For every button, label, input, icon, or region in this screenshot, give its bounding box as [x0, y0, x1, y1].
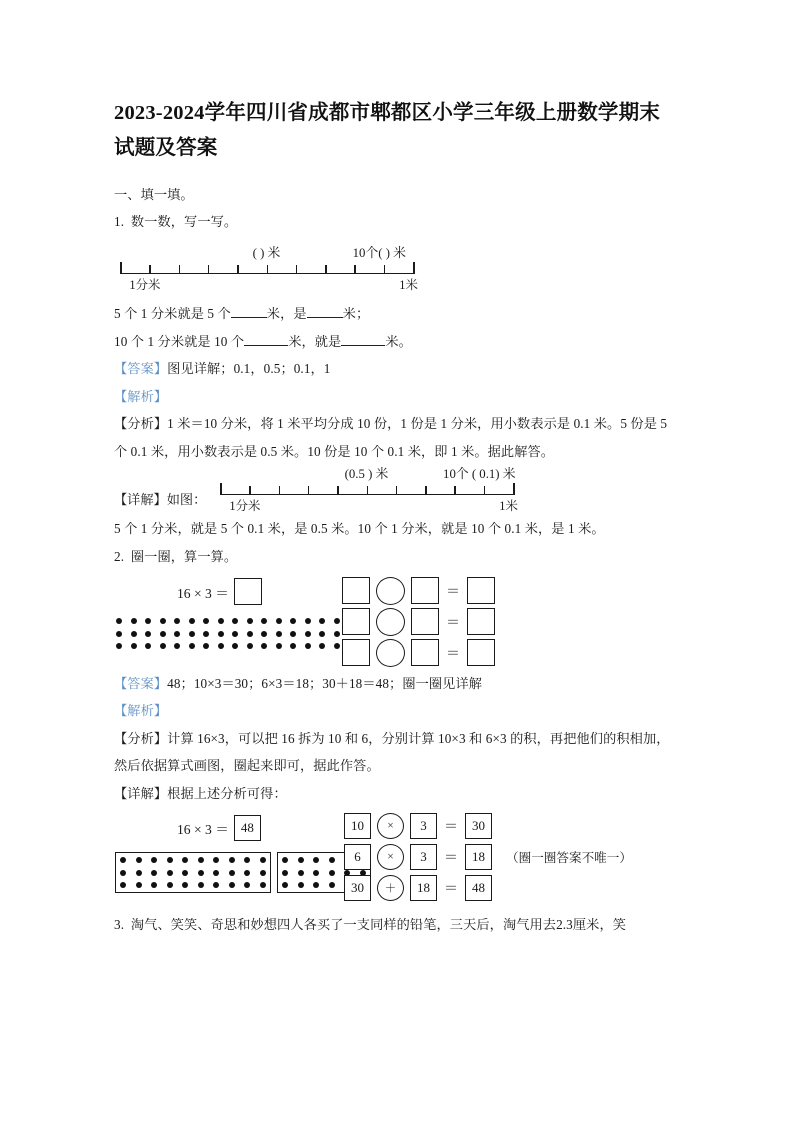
result-box: 48 — [465, 875, 492, 901]
ruler-tick — [220, 483, 222, 495]
dot — [198, 857, 204, 863]
dot-array — [116, 618, 340, 649]
dot-column — [116, 618, 122, 649]
dot — [282, 882, 288, 888]
ruler-tick — [484, 486, 486, 495]
operand-box-b[interactable] — [411, 639, 439, 666]
dot-column — [213, 857, 219, 888]
question-2-expression — [177, 578, 262, 605]
dot — [203, 618, 209, 624]
dot — [174, 631, 180, 637]
dot — [116, 631, 122, 637]
dot — [131, 618, 137, 624]
dot — [167, 857, 173, 863]
fill-1-blank-b[interactable] — [307, 317, 343, 318]
dot — [136, 870, 142, 876]
operand-box-b: 3 — [410, 813, 437, 839]
blank-equation-row — [342, 576, 495, 605]
dot — [329, 857, 335, 863]
page-title: 2023-2024学年四川省成都市郫都区小学三年级上册数学期末试题及答案 — [114, 102, 661, 160]
dot-column — [329, 857, 335, 888]
question-3-prompt — [114, 911, 680, 938]
ruler-tick — [279, 486, 281, 495]
dot — [120, 882, 126, 888]
answer-text: 48；10×3＝30；6×3＝18；30＋18＝48；圈一圈见详解 — [167, 676, 483, 692]
dot — [229, 870, 235, 876]
dot — [298, 870, 304, 876]
dot — [260, 870, 266, 876]
result-box[interactable] — [467, 577, 495, 604]
dot-column — [182, 857, 188, 888]
operand-box-a: 30 — [344, 875, 371, 901]
fill-2-text-a: 10 个 1 分米就是 10 个 — [114, 333, 245, 349]
xiangjie-label: 【详解】 — [114, 785, 168, 801]
dot-column — [198, 857, 204, 888]
dot — [247, 618, 253, 624]
dot-column — [313, 857, 319, 888]
dot-column — [232, 618, 238, 649]
dot — [182, 870, 188, 876]
dot — [305, 618, 311, 624]
dot — [182, 882, 188, 888]
expression-text: 16 × 3 ＝ — [177, 585, 229, 601]
dot — [334, 631, 340, 637]
ruler-tick — [354, 265, 356, 274]
result-box[interactable] — [467, 608, 495, 635]
question-2-solution-figure — [114, 813, 680, 905]
dot — [167, 882, 173, 888]
xiangjie-prefix-text: 如图： — [166, 492, 207, 508]
equals-sign: ＝ — [444, 881, 458, 897]
dot — [276, 618, 282, 624]
question-1-prompt — [114, 208, 680, 235]
answer-text: 图见详解；0.1，0.5；0.1，1 — [167, 361, 331, 377]
ruler-label-right: 1米 — [499, 499, 518, 514]
dot — [247, 631, 253, 637]
ruler-tick — [513, 483, 515, 495]
ruler-tick — [413, 262, 415, 274]
dot — [203, 631, 209, 637]
dot — [247, 643, 253, 649]
dot — [260, 882, 266, 888]
ruler-tick — [367, 486, 369, 495]
dot — [189, 618, 195, 624]
ruler-tick — [384, 265, 386, 274]
dot-column — [229, 857, 235, 888]
ruler-tick — [237, 265, 239, 274]
dot — [203, 643, 209, 649]
dot — [145, 631, 151, 637]
fenxi-text: 1 米＝10 分米，将 1 米平均分成 10 份，1 份是 1 分米，用小数表示是 0.1 米。5 份是 5 个 0.1 米，用小数表示是 0.5 米。10 份是 10 个 0.1 米，即 1 米。据此解答。 — [114, 416, 668, 459]
question-1-fill-line-2 — [114, 328, 680, 355]
ruler-tick — [179, 265, 181, 274]
dot-column — [145, 618, 151, 649]
question-2-number: 2. — [114, 548, 125, 564]
dot — [298, 882, 304, 888]
operand-box-b[interactable] — [411, 608, 439, 635]
ruler-tick — [396, 486, 398, 495]
dot — [290, 618, 296, 624]
dot — [244, 882, 250, 888]
xiangjie-label: 【详解】 — [114, 492, 167, 508]
operator-circle: × — [377, 844, 404, 870]
ruler-top-label-mid: ( ) 米 — [252, 246, 281, 261]
result-box[interactable] — [467, 639, 495, 666]
operand-box-a[interactable] — [342, 577, 370, 604]
fill-1-text-c: 米； — [342, 306, 370, 322]
question-2-prompt — [114, 543, 680, 570]
dot — [313, 870, 319, 876]
dot — [260, 857, 266, 863]
question-1-number: 1. — [114, 213, 125, 229]
equals-sign: ＝ — [446, 646, 460, 662]
question-1-xiangjie-text: 5 个 1 分米，就是 5 个 0.1 米，是 0.5 米。10 个 1 分米，就是 10 个 0.1 米，是 1 米。 — [114, 521, 605, 537]
dot-column — [189, 618, 195, 649]
dot — [282, 857, 288, 863]
question-3-text: 淘气、笑笑、奇思和妙想四人各买了一支同样的铅笔，三天后，淘气用去2.3厘米，笑 — [130, 917, 627, 933]
dot-column — [174, 618, 180, 649]
dot — [160, 631, 166, 637]
dot-column — [290, 618, 296, 649]
dot — [305, 631, 311, 637]
ruler-tick — [425, 486, 427, 495]
ruler-tick — [267, 265, 269, 274]
dot — [244, 857, 250, 863]
question-1-prompt-text: 数一数，写一写。 — [130, 213, 238, 229]
operand-box-a: 10 — [344, 813, 371, 839]
dot — [182, 857, 188, 863]
dot — [319, 643, 325, 649]
dot — [290, 631, 296, 637]
fill-1-text-a: 5 个 1 分米就是 5 个 — [114, 306, 231, 322]
dot-column — [120, 857, 126, 888]
question-1-fenxi — [114, 410, 680, 465]
ruler-tick — [149, 265, 151, 274]
equals-sign: ＝ — [446, 615, 460, 631]
dot — [218, 643, 224, 649]
dot — [334, 618, 340, 624]
dot-column — [276, 618, 282, 649]
dot — [145, 643, 151, 649]
dot — [160, 618, 166, 624]
ruler-tick — [296, 265, 298, 274]
dot — [232, 643, 238, 649]
dot-column — [131, 618, 137, 649]
result-box: 18 — [465, 844, 492, 870]
equals-sign: ＝ — [446, 584, 460, 600]
fenxi-label: 【分析】 — [114, 416, 168, 432]
dot — [151, 857, 157, 863]
question-1-solution-figure — [114, 467, 680, 513]
fenxi-text: 计算 16×3，可以把 16 拆为 10 和 6，分别计算 10×3 和 6×3 的积，再把他们的积相加，然后依据算式画图，圈起来即可，据此作答。 — [114, 730, 670, 774]
dot — [218, 618, 224, 624]
dot — [198, 882, 204, 888]
dot — [151, 882, 157, 888]
ruler-label-right: 1米 — [399, 278, 418, 293]
dot — [261, 643, 267, 649]
dot — [131, 631, 137, 637]
dot — [334, 643, 340, 649]
dot-column — [260, 857, 266, 888]
fill-2-text-b: 米，就是 — [288, 333, 342, 349]
result-box: 30 — [465, 813, 492, 839]
dot-column — [160, 618, 166, 649]
ruler-top-label-mid: (0.5 ) 米 — [344, 467, 389, 482]
dot — [232, 618, 238, 624]
dot — [174, 618, 180, 624]
question-3-number: 3. — [114, 917, 125, 933]
solution-expression — [177, 815, 261, 841]
question-1-fill-line-1 — [114, 300, 680, 327]
dot — [213, 882, 219, 888]
question-2-analysis-label — [114, 697, 680, 724]
ruler-label-left: 1分米 — [129, 278, 161, 293]
question-1-ruler-figure — [114, 244, 680, 296]
dot — [189, 631, 195, 637]
dot — [261, 618, 267, 624]
dot — [120, 870, 126, 876]
ruler-tick — [308, 486, 310, 495]
section-heading: 一、填一填。 — [114, 186, 194, 202]
operator-circle[interactable] — [376, 639, 405, 667]
dot — [213, 870, 219, 876]
dot-column — [298, 857, 304, 888]
question-1-answer — [114, 355, 680, 382]
operand-box-b[interactable] — [411, 577, 439, 604]
dot-column — [203, 618, 209, 649]
fill-1-blank-a[interactable] — [231, 317, 267, 318]
question-2-figure — [114, 576, 680, 664]
dot — [298, 857, 304, 863]
ruler-tick — [120, 262, 122, 274]
ruler-top-label-right: 10个 ( 0.1) 米 — [443, 467, 516, 482]
question-2-answer — [114, 670, 680, 697]
dot — [151, 870, 157, 876]
question-2-xiangjie — [114, 780, 680, 807]
dot-column — [334, 618, 340, 649]
operator-circle[interactable] — [376, 608, 405, 636]
dot — [329, 882, 335, 888]
question-2-prompt-text: 圈一圈，算一算。 — [130, 548, 238, 564]
dot — [229, 857, 235, 863]
xiangjie-prefix-line — [114, 489, 206, 508]
operand-box-a: 6 — [344, 844, 371, 870]
ruler-q1-solution — [220, 467, 518, 514]
equals-sign: ＝ — [444, 819, 458, 835]
dot-column — [136, 857, 142, 888]
dot — [276, 631, 282, 637]
blank-equation-rows — [342, 576, 495, 669]
dot — [282, 870, 288, 876]
fill-2-blank-b[interactable] — [341, 345, 385, 346]
answer-label: 【答案】 — [114, 361, 168, 377]
dot — [232, 631, 238, 637]
dot — [174, 643, 180, 649]
dot — [213, 857, 219, 863]
dot — [198, 870, 204, 876]
dot — [136, 857, 142, 863]
solution-equation-row — [344, 842, 632, 871]
operator-circle[interactable] — [376, 577, 405, 605]
dot — [244, 870, 250, 876]
equals-sign: ＝ — [444, 850, 458, 866]
dot — [167, 870, 173, 876]
dot-column — [167, 857, 173, 888]
ruler-tick — [325, 265, 327, 274]
dot — [313, 882, 319, 888]
fenxi-label: 【分析】 — [114, 730, 168, 746]
ruler-tick — [249, 486, 251, 495]
xiangjie-text: 根据上述分析可得： — [167, 785, 287, 801]
operand-box-a[interactable] — [342, 608, 370, 635]
dot — [160, 643, 166, 649]
fill-2-blank-a[interactable] — [244, 345, 288, 346]
dot — [319, 618, 325, 624]
analysis-label: 【解析】 — [114, 703, 168, 719]
operator-circle: × — [377, 813, 404, 839]
ruler-q1 — [120, 246, 418, 293]
analysis-label: 【解析】 — [114, 388, 168, 404]
question-2-fenxi — [114, 725, 680, 780]
blank-equation-row — [342, 638, 495, 667]
ruler-tick — [337, 486, 339, 495]
question-1-analysis-label — [114, 383, 680, 410]
dot-column — [247, 618, 253, 649]
fill-1-text-b: 米，是 — [266, 306, 307, 322]
dot — [329, 870, 335, 876]
dot-array-group-a — [120, 857, 266, 888]
dot-column — [319, 618, 325, 649]
ruler-tick — [454, 486, 456, 495]
solution-equation-row — [344, 811, 632, 840]
dot — [261, 631, 267, 637]
dot — [229, 882, 235, 888]
fill-2-text-c: 米。 — [385, 333, 412, 349]
solution-note: （圈一圈答案不唯一） — [506, 851, 632, 866]
solution-equation-rows — [344, 811, 632, 904]
dot — [218, 631, 224, 637]
answer-label: 【答案】 — [114, 676, 168, 692]
ruler-top-label-right: 10个( ) 米 — [352, 246, 406, 261]
operand-box-a[interactable] — [342, 639, 370, 666]
dot — [131, 643, 137, 649]
result-box: 48 — [234, 815, 261, 841]
dot — [145, 618, 151, 624]
dot-column — [261, 618, 267, 649]
dot — [290, 643, 296, 649]
dot — [116, 618, 122, 624]
operand-box-b: 3 — [410, 844, 437, 870]
answer-box[interactable] — [234, 578, 262, 605]
ruler-tick — [208, 265, 210, 274]
dot — [136, 882, 142, 888]
expression-text: 16 × 3 ＝ — [177, 822, 229, 838]
operand-box-b: 18 — [410, 875, 437, 901]
dot-column — [282, 857, 288, 888]
document-content — [114, 96, 680, 939]
dot — [276, 643, 282, 649]
operator-circle: ＋ — [377, 875, 404, 901]
dot-column — [305, 618, 311, 649]
dot — [120, 857, 126, 863]
dot-column — [218, 618, 224, 649]
ruler-label-left: 1分米 — [229, 499, 261, 514]
dot — [319, 631, 325, 637]
dot — [313, 857, 319, 863]
blank-equation-row — [342, 607, 495, 636]
solution-equation-row — [344, 873, 632, 902]
dot — [189, 643, 195, 649]
dot-column — [151, 857, 157, 888]
dot — [305, 643, 311, 649]
dot-column — [244, 857, 250, 888]
dot — [116, 643, 122, 649]
